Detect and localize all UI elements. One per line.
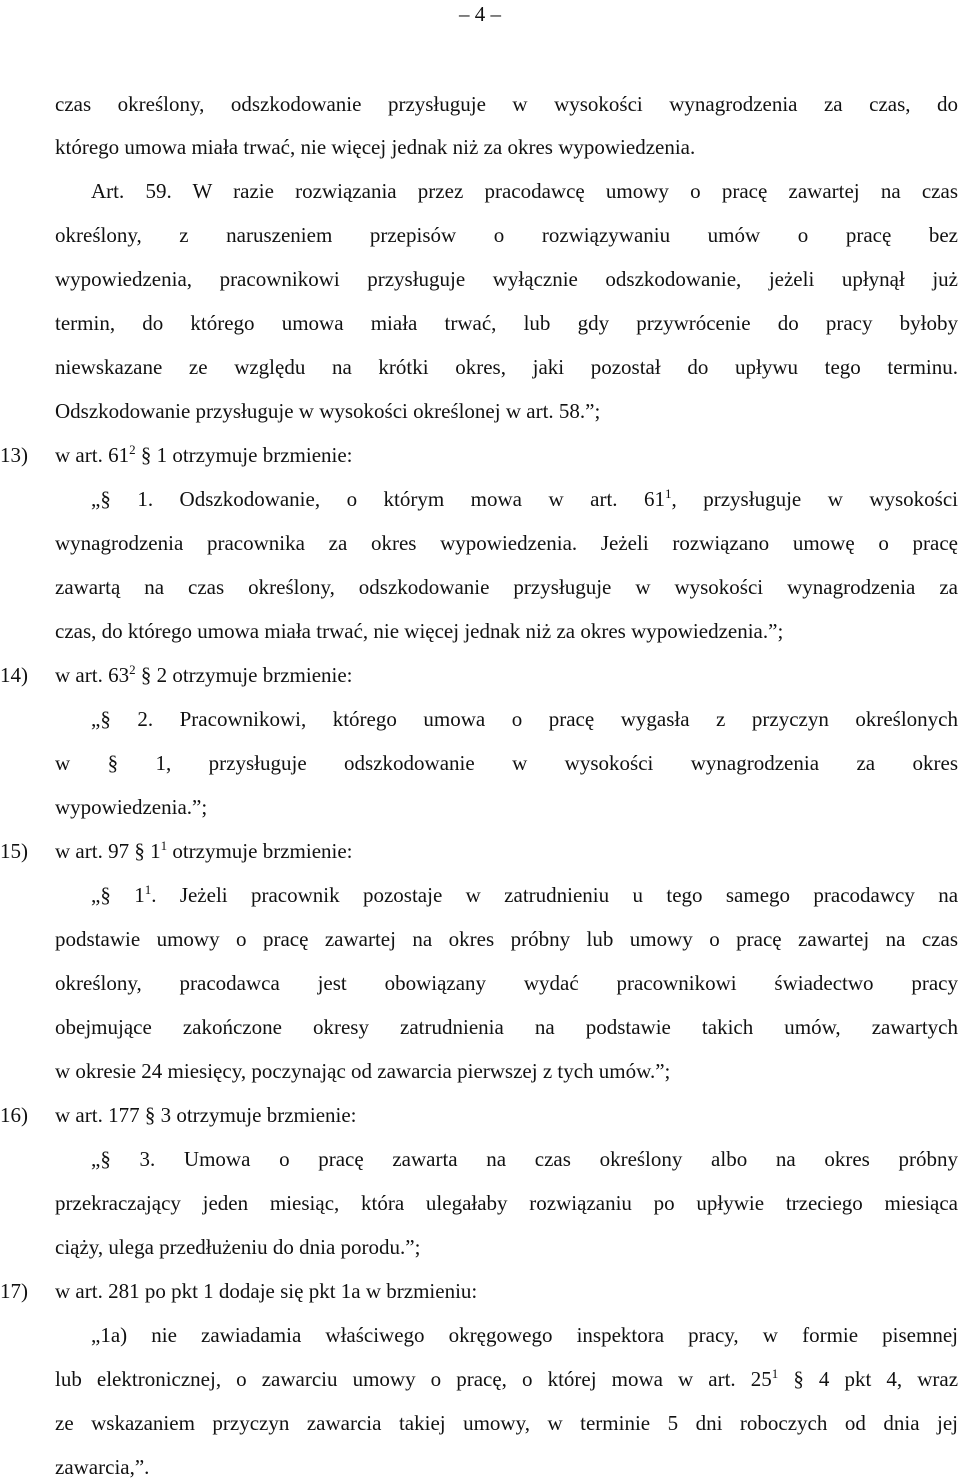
item-number: 13) (0, 443, 28, 467)
item-number: 17) (0, 1279, 28, 1303)
section-sign: § (140, 443, 152, 467)
item-number: 14) (0, 663, 28, 687)
item-number: 15) (0, 839, 28, 863)
page-number: – 4 – (459, 2, 501, 26)
item-number: 16) (0, 1103, 28, 1127)
document-page: – 4 – czas określony, odszkodowanie przysługuje w wysokości wynagrodzenia za czas, do którego umowa miała trwać, nie więcej jednak niż za okres wypowiedzenia. Art. 59. W razie rozwiązania przez pracodawcę umowy o pracę zawartej na czas określony, z naruszeniem przepisów o rozwiązywaniu umów o pracę bez wypowiedzenia, pracownikowi przysługuje wyłącznie odszkodowanie, jeżeli upłynął już termin, do którego umowa miała trwać, lub gdy przywrócenie do pracy byłoby niewskazane ze względu na krótki okres, jaki pozostał do upływu tego terminu. Odszkodowanie przysługuje w wysokości określonej w art. 58.”; 13) w art. $61^2$ § 1 otrzymuje brzmienie: „§ 1. Odszkodowanie, o którym mowa w art. $61^1$, przysługuje w wysokości wynagrodzenia pracownika za okres wypowiedzenia. Jeżeli rozwiązano umowę o pracę zawartą na czas określony, odszkodowanie przysługuje w wysokości wynagrodzenia za czas, do którego umowa miała trwać, nie więcej jednak niż za okres wypowiedzenia.”; 14) w art. $63^2$ § 2 otrzymuje brzmienie: „§ 2. Pracownikowi, którego umowa o pracę wygasła z przyczyn określonych w § 1, przysługuje odszkodowanie w wysokości wynagrodzenia za okres wypowiedzenia.”; 15) w art. 97 § $1^1$ otrzymuje brzmienie: „§ $1^1$. Jeżeli pracownik pozostaje w zatrudnieniu u tego samego pracodawcy na podstawie umowy o pracę zawartej na okres próbny lub umowy o pracę zawartej na czas określony, pracodawca jest obowiązany wydać pracownikowi świadectwo pracy obejmujące zakończone okresy zatrudnienia na podstawie takich umów, zawartych w okresie 24 miesięcy, poczynając od zawarcia pierwszej z tych umów.”; 16) w art. 177 § 3 otrzymuje brzmienie: „§ 3. Umowa o pracę zawarta na czas określony albo na okres próbny przekraczający jeden miesiąc, która ulegałaby rozwiązaniu po upływie trzeciego miesiąca ciąży, ulega przedłużeniu do dnia porodu.”; 17) w art. 281 po pkt 1 dodaje się pkt 1a w brzmieniu: „1a) nie zawiadamia właściwego okręgowego inspektora pracy, w formie pisemnej lub elektronicznej, o zawarciu umowy o pracę, o której mowa w art. $25^1$ § 4 pkt 4, wraz ze wskazaniem przyczyn zawarcia takiej umowy, w terminie 5 dni roboczych od dnia jej zawarcia,”. (0, 2, 959, 1479)
